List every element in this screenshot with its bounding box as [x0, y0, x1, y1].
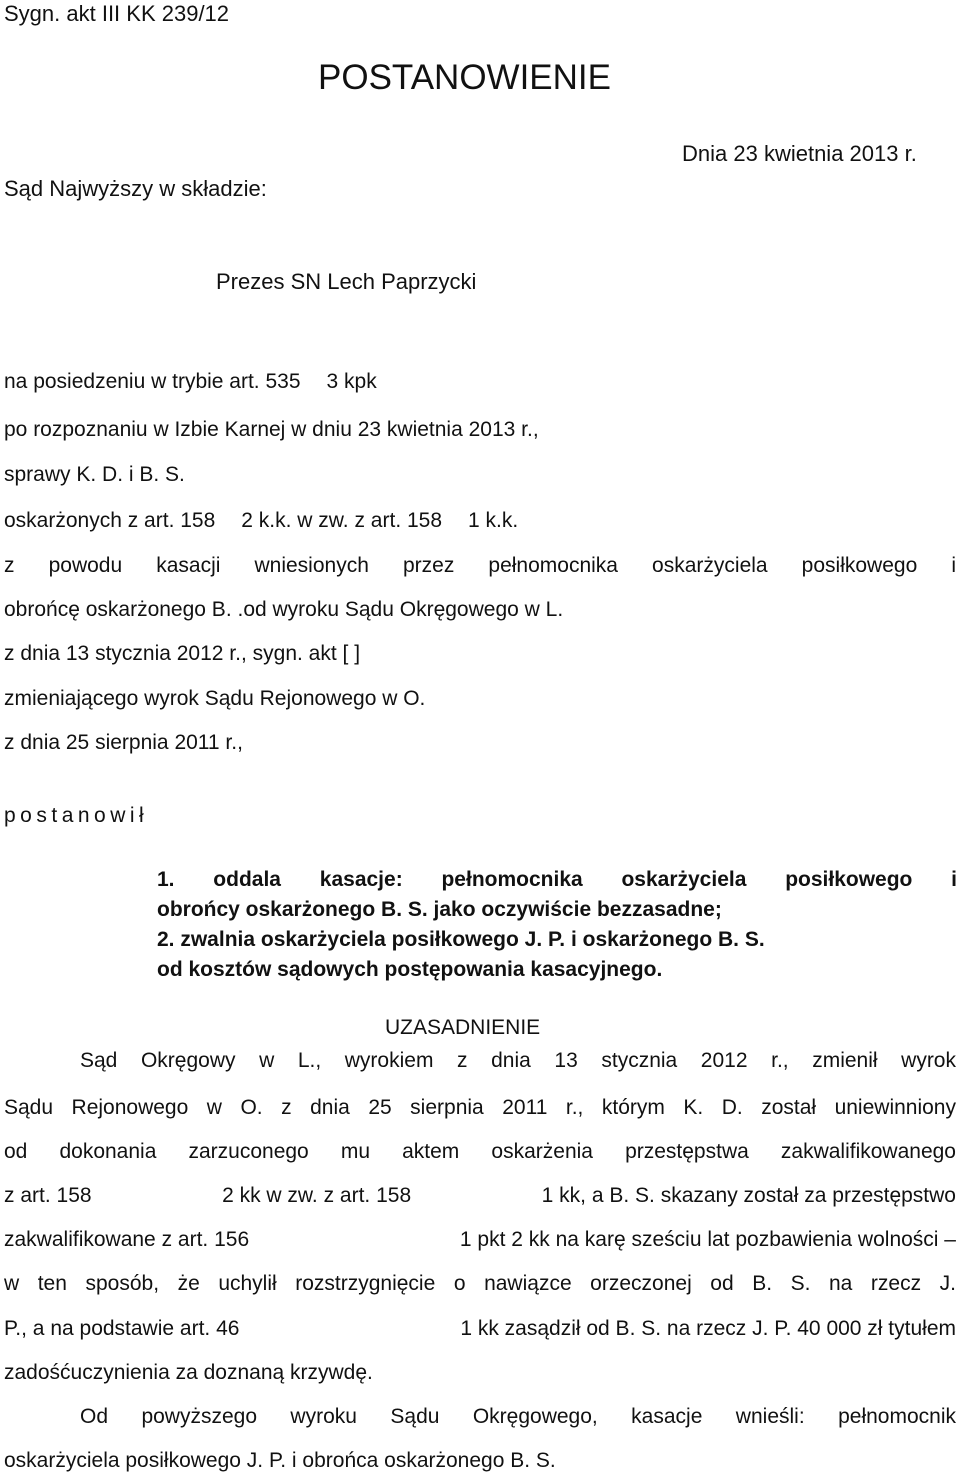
- reasons-p2-line-1: Od powyższego wyroku Sądu Okręgowego, kasacje wnieśli: pełnomocnik: [80, 1405, 956, 1428]
- reasons-p1-line-7-a: P., a na podstawie art. 46: [4, 1317, 240, 1340]
- reasons-p1-line-4-b: 2 kk w zw. z art. 158: [222, 1184, 412, 1207]
- judge-name: Prezes SN Lech Paprzycki: [216, 269, 477, 294]
- intro-line-session-article: 3 kpk: [326, 370, 377, 393]
- reasons-p1-line-4-c: 1 kk, a B. S. skazany został za przestępstwo: [541, 1184, 956, 1207]
- reasons-p1-line-5-a: zakwalifikowane z art. 156: [4, 1228, 250, 1251]
- reasons-p1-line-3: od dokonania zarzuconego mu aktem oskarżenia przestępstwa zakwalifikowanego: [4, 1140, 956, 1163]
- reasons-p1-line-2: Sądu Rejonowego w O. z dnia 25 sierpnia 2011 r., którym K. D. został uniewinniony: [4, 1096, 956, 1119]
- intro-line-cassation: z powodu kasacji wniesionych przez pełnomocnika oskarżyciela posiłkowego i: [4, 554, 956, 577]
- ruling-line-1: 1. oddala kasacje: pełnomocnika oskarżyciela posiłkowego i: [157, 868, 957, 891]
- reasons-p1-line-4: [4, 1185, 956, 1206]
- intro-line-charges: [4, 510, 518, 531]
- reasons-p1-line-5-b: 1 pkt 2 kk na karę sześciu lat pozbawienia wolności –: [459, 1228, 956, 1251]
- reasons-p1-line-1: Sąd Okręgowy w L., wyrokiem z dnia 13 stycznia 2012 r., zmienił wyrok: [80, 1049, 956, 1072]
- intro-charges-b: 2 k.k. w zw. z art. 158: [241, 509, 443, 532]
- ruling-line-2: obrońcy oskarżonego B. S. jako oczywiście bezzasadne;: [157, 898, 722, 921]
- court-composition-label: Sąd Najwyższy w składzie:: [4, 176, 267, 201]
- reasons-title: UZASADNIENIE: [385, 1016, 541, 1039]
- ruling-line-3: 2. zwalnia oskarżyciela posiłkowego J. P. i oskarżonego B. S.: [157, 928, 765, 951]
- intro-line-lower-date: z dnia 25 sierpnia 2011 r.,: [4, 731, 243, 754]
- intro-line-defender: obrońcę oskarżonego B. .od wyroku Sądu Okręgowego w L.: [4, 598, 564, 621]
- document-date: Dnia 23 kwietnia 2013 r.: [682, 141, 917, 166]
- reasons-p1-line-6: w ten sposób, że uchylił rozstrzygnięcie o nawiązce orzeczonej od B. S. na rzecz J.: [4, 1272, 956, 1295]
- intro-line-amending: zmieniającego wyrok Sądu Rejonowego w O.: [4, 687, 426, 710]
- intro-line-session: [4, 371, 377, 392]
- reasons-p1-line-7: [4, 1318, 956, 1339]
- decided-heading: postanowił: [4, 804, 149, 827]
- intro-charges-a: oskarżonych z art. 158: [4, 509, 216, 532]
- intro-line-judgment-date: z dnia 13 stycznia 2012 r., sygn. akt [ ]: [4, 642, 361, 665]
- intro-line-session-text: na posiedzeniu w trybie art. 535: [4, 370, 301, 393]
- ruling-line-4: od kosztów sądowych postępowania kasacyjnego.: [157, 958, 663, 981]
- reasons-p1-line-8: zadośćuczynienia za doznaną krzywdę.: [4, 1361, 373, 1384]
- reasons-p1-line-5: [4, 1229, 956, 1250]
- document-title: POSTANOWIENIE: [318, 58, 611, 97]
- reasons-p1-line-7-b: 1 kk zasądził od B. S. na rzecz J. P. 40 000 zł tytułem: [460, 1317, 956, 1340]
- intro-line-case: sprawy K. D. i B. S.: [4, 463, 185, 486]
- case-signature: Sygn. akt III KK 239/12: [4, 1, 230, 26]
- intro-charges-c: 1 k.k.: [468, 509, 519, 532]
- reasons-p1-line-4-a: z art. 158: [4, 1184, 92, 1207]
- intro-line-hearing: po rozpoznaniu w Izbie Karnej w dniu 23 kwietnia 2013 r.,: [4, 418, 539, 441]
- reasons-p2-line-2: oskarżyciela posiłkowego J. P. i obrońca oskarżonego B. S.: [4, 1449, 556, 1472]
